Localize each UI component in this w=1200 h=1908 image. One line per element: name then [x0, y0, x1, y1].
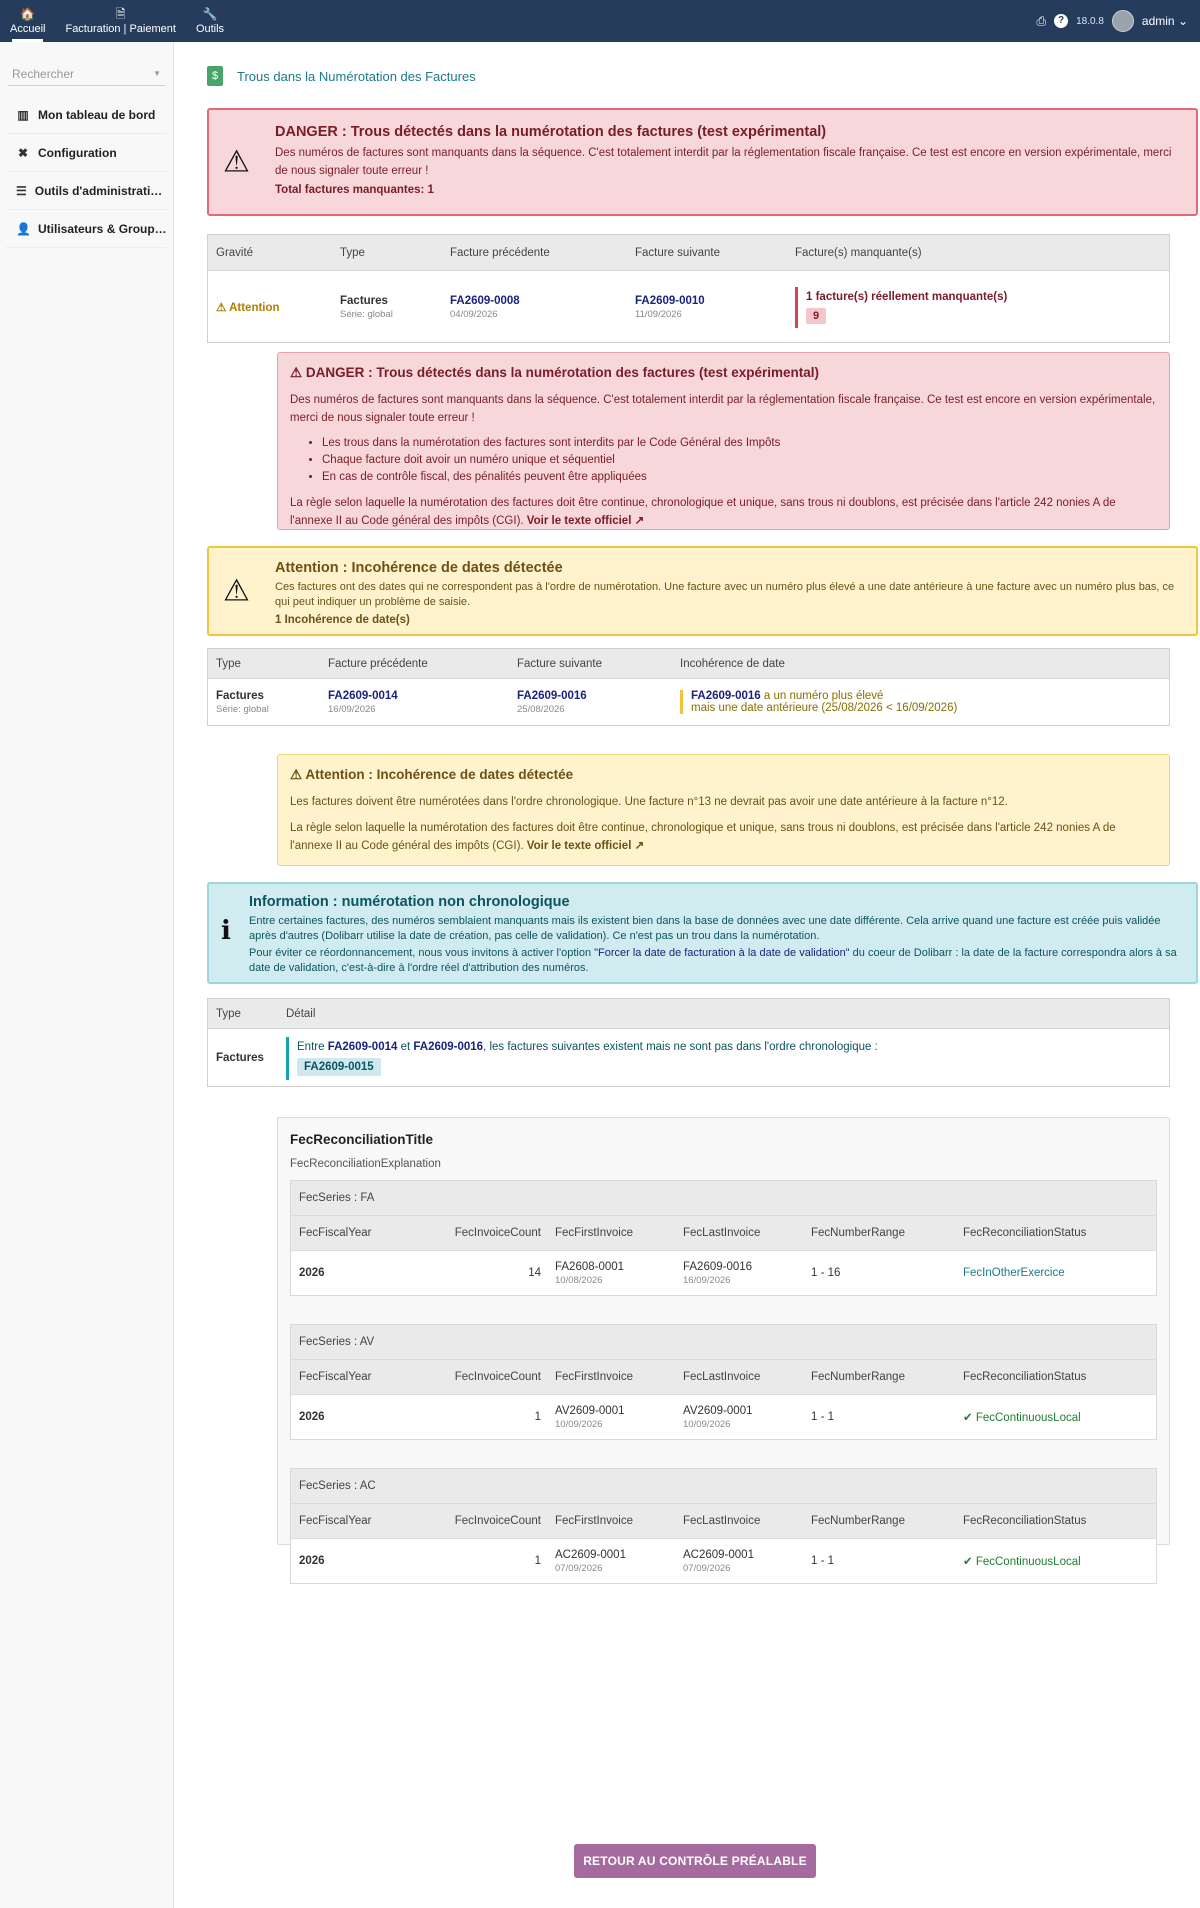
- caret-down-icon: ▼: [153, 69, 161, 78]
- number-range: 1 - 1: [811, 1555, 835, 1567]
- missing-number-badge: 9: [806, 308, 826, 324]
- fec-series-label: FecSeries : FA: [291, 1181, 1156, 1215]
- inconsistency-line1: [691, 690, 957, 702]
- last-invoice-ref: FA2609-0016: [683, 1260, 753, 1273]
- col-detail: Détail: [286, 1007, 316, 1020]
- invoice-doc-icon: $: [207, 66, 223, 86]
- nav-home-label: Accueil: [10, 23, 46, 35]
- nav-tools[interactable]: [186, 0, 234, 42]
- prev-invoice-link[interactable]: FA2609-0008: [450, 294, 520, 307]
- inconsistency-cell: [672, 690, 965, 714]
- and-text: et: [397, 1040, 414, 1053]
- last-invoice-date: 16/09/2026: [683, 1274, 731, 1286]
- reconciliation-status: ✔ FecContinuousLocal: [963, 1412, 1081, 1424]
- official-text-link[interactable]: Voir le texte officiel ↗: [526, 515, 645, 527]
- reconciliation-status: ✔ FecContinuousLocal: [963, 1556, 1081, 1568]
- last-invoice-date: 10/09/2026: [683, 1418, 731, 1430]
- prev-date: 04/09/2026: [450, 308, 498, 320]
- danger-detail-text: Des numéros de factures sont manquants dans la séquence. C'est totalement interdit par la réglementation fiscale française. Ce test est encore en version expérimentale, merci de nous signaler toute erreur !: [290, 394, 1156, 424]
- type-cell: [208, 690, 320, 715]
- col-status: FecReconciliationStatus: [963, 1515, 1087, 1527]
- col-type: Type: [216, 657, 241, 670]
- col-type: Type: [340, 246, 365, 259]
- col-prev: Facture précédente: [450, 246, 550, 259]
- fiscal-year: 2026: [299, 1267, 325, 1279]
- table-row: [208, 1029, 1169, 1087]
- col-invoice-count: FecInvoiceCount: [454, 1227, 541, 1239]
- danger-detail-title: ⚠ DANGER : Trous détectés dans la numérotation des factures (test expérimental): [290, 365, 819, 380]
- bullet-item: • Chaque facture doit avoir un numéro unique et séquentiel: [322, 452, 1157, 469]
- nav-billing-label: Facturation | Paiement: [65, 23, 176, 35]
- chart-icon: ▥: [17, 107, 29, 122]
- page-title: Trous dans la Numérotation des Factures: [237, 68, 476, 84]
- col-fiscal-year: FecFiscalYear: [299, 1227, 372, 1239]
- tools-icon: ✖: [17, 145, 29, 160]
- type-series: Série: global: [340, 308, 393, 320]
- sidebar-item-dashboard[interactable]: [6, 96, 167, 134]
- rest-text: , les factures suivantes existent mais ne sont pas dans l'ordre chronologique :: [483, 1040, 878, 1053]
- top-nav: [0, 0, 234, 42]
- first-invoice: [547, 1405, 675, 1430]
- danger-rule-text: La règle selon laquelle la numérotation des factures doit être continue, chronologique et unique, sans trous ni doublons, est précisée dans l'article 242 nonies A de l'annexe II au Code général des impôts (CGI).: [290, 497, 1116, 527]
- between-text: Entre: [297, 1040, 328, 1053]
- prev-date: 16/09/2026: [328, 703, 376, 715]
- fec-series-block: [290, 1180, 1157, 1296]
- number-range: 1 - 16: [811, 1267, 841, 1279]
- sidebar: [0, 42, 174, 1908]
- invoice-count: 14: [528, 1267, 541, 1279]
- last-invoice: [675, 1549, 803, 1574]
- warning-title: Attention : Incohérence de dates détectée: [275, 560, 563, 576]
- invoice-count: 1: [534, 1411, 541, 1423]
- table-row: [291, 1539, 1156, 1583]
- warning-triangle-icon: ⚠: [223, 574, 250, 608]
- col-first-invoice: FecFirstInvoice: [555, 1371, 633, 1383]
- table-header: [208, 999, 1169, 1029]
- prev-cell: [320, 690, 509, 715]
- col-invoice-count: FecInvoiceCount: [454, 1515, 541, 1527]
- top-navbar: [0, 0, 1200, 42]
- col-inconsistency: Incohérence de date: [680, 657, 785, 670]
- warning-detail-title: ⚠ Attention : Incohérence de dates détectée: [290, 767, 574, 782]
- next-cell: [509, 690, 672, 715]
- fec-table-header: [291, 1215, 1156, 1251]
- date-inconsistency-count: 1 Incohérence de date(s): [275, 614, 410, 626]
- first-invoice-ref: FA2608-0001: [555, 1260, 625, 1273]
- version-label: 18.0.8: [1076, 15, 1104, 27]
- nonchrono-table: [207, 998, 1170, 1087]
- next-invoice-link[interactable]: FA2609-0016: [517, 689, 587, 702]
- user-menu[interactable]: [1142, 14, 1188, 28]
- sidebar-item-label: Mon tableau de bord: [38, 107, 156, 122]
- table-row: [291, 1251, 1156, 1295]
- last-invoice: [675, 1261, 803, 1286]
- warning-triangle-icon: ⚠: [223, 145, 250, 179]
- official-text-link[interactable]: Voir le texte officiel ↗: [526, 840, 645, 852]
- nav-tools-label: Outils: [195, 23, 225, 35]
- info-alert: [207, 882, 1198, 984]
- danger-rule: [290, 494, 1157, 530]
- invoice-count: 1: [534, 1555, 541, 1567]
- first-invoice-ref: AC2609-0001: [555, 1548, 626, 1561]
- next-invoice-link[interactable]: FA2609-0010: [635, 294, 705, 307]
- nav-home[interactable]: [0, 0, 55, 42]
- bullet-item: • Les trous dans la numérotation des factures sont interdits par le Code Général des Impôts: [322, 435, 1157, 452]
- col-invoice-count: FecInvoiceCount: [454, 1371, 541, 1383]
- table-row: [208, 271, 1169, 343]
- sidebar-item-label: Configuration: [38, 145, 117, 160]
- warning-text: Ces factures ont des dates qui ne correspondent pas à l'ordre de numérotation. Une facture avec un numéro plus élevé a une date antérieure à une facture avec un numéro plus bas, ce qui peut indiquer un problème de saisie.: [275, 581, 1175, 608]
- col-last-invoice: FecLastInvoice: [683, 1515, 761, 1527]
- warning-alert-detail: [277, 754, 1170, 866]
- fec-series-label: FecSeries : AC: [291, 1469, 1156, 1503]
- type-name: Factures: [340, 294, 388, 307]
- sidebar-item-label: Outils d'administrati…: [34, 183, 163, 198]
- first-invoice: [547, 1549, 675, 1574]
- user-name: admin: [1141, 14, 1175, 28]
- info-text2-b: du coeur de Dolibarr : la date de la facture correspondra alors à sa date de validation, c'est-à-dire à l'ordre réel d'attribution des numéros.: [249, 947, 1177, 974]
- search-placeholder: Rechercher: [12, 66, 75, 81]
- fec-table-header: [291, 1503, 1156, 1539]
- from-invoice-link[interactable]: FA2609-0014: [327, 1040, 398, 1053]
- type-series: Série: global: [216, 703, 269, 715]
- next-date: 11/09/2026: [635, 308, 682, 320]
- top-right-tools: [1036, 0, 1188, 42]
- to-invoice-link[interactable]: FA2609-0016: [413, 1040, 484, 1053]
- number-range: 1 - 1: [811, 1411, 835, 1423]
- fiscal-year: 2026: [299, 1411, 325, 1423]
- last-invoice: [675, 1405, 803, 1430]
- info-text2-a: Pour éviter ce réordonnancement, nous vous invitons à activer l'option: [249, 947, 595, 959]
- table-row: [291, 1395, 1156, 1439]
- col-missing: Facture(s) manquante(s): [795, 246, 922, 259]
- type-name: Factures: [216, 1052, 264, 1064]
- missing-cell: [787, 287, 1015, 328]
- sidebar-item-label: Utilisateurs & Group…: [38, 221, 167, 236]
- first-invoice-date: 07/09/2026: [555, 1562, 603, 1574]
- type-name: Factures: [216, 689, 264, 702]
- nonchrono-detail: [286, 1037, 878, 1080]
- info-icon: i: [221, 916, 231, 946]
- danger-text: Des numéros de factures sont manquants dans la séquence. C'est totalement interdit par la réglementation fiscale française. Ce test est encore en version expérimentale, merci de nous signaler toute erreur !: [275, 147, 1172, 177]
- user-icon: 👤: [16, 221, 31, 236]
- col-fiscal-year: FecFiscalYear: [299, 1515, 372, 1527]
- col-status: FecReconciliationStatus: [963, 1371, 1087, 1383]
- fec-reconciliation-panel: [277, 1117, 1170, 1574]
- sidebar-item-users[interactable]: [6, 210, 167, 248]
- search-input[interactable]: [8, 62, 165, 86]
- fec-title: FecReconciliationTitle: [290, 1132, 434, 1147]
- table-row: [208, 679, 1169, 725]
- next-cell: [627, 295, 787, 320]
- col-severity: Gravité: [216, 246, 254, 259]
- first-invoice-ref: AV2609-0001: [555, 1404, 625, 1417]
- col-next: Facture suivante: [517, 657, 603, 670]
- fec-series-block: [290, 1324, 1157, 1440]
- last-invoice-ref: AC2609-0001: [683, 1548, 754, 1561]
- missing-total: Total factures manquantes: 1: [275, 184, 434, 196]
- col-next: Facture suivante: [635, 246, 721, 259]
- sidebar-item-configuration[interactable]: [6, 134, 167, 172]
- reconciliation-status: FecInOtherExercice: [963, 1267, 1065, 1279]
- bullet-item: • En cas de contrôle fiscal, des pénalités peuvent être appliquées: [322, 469, 1157, 486]
- warning-detail-text: Les factures doivent être numérotées dans l'ordre chronologique. Une facture n°13 ne devrait pas avoir une date antérieure à la facture n°12.: [290, 796, 1008, 808]
- detail-cell: [278, 1037, 886, 1080]
- missing-text: 1 facture(s) réellement manquante(s): [806, 290, 1008, 303]
- invoice-tag[interactable]: FA2609-0015: [297, 1058, 381, 1076]
- col-first-invoice: FecFirstInvoice: [555, 1515, 633, 1527]
- warning-rule: [290, 819, 1157, 855]
- danger-alert-summary: [207, 108, 1198, 216]
- first-invoice: [547, 1261, 675, 1286]
- danger-alert-detail: [277, 352, 1170, 530]
- col-first-invoice: FecFirstInvoice: [555, 1227, 633, 1239]
- page-header: [207, 66, 476, 86]
- first-invoice-date: 10/09/2026: [555, 1418, 603, 1430]
- col-fiscal-year: FecFiscalYear: [299, 1371, 372, 1383]
- wrench-icon: 🔧: [202, 7, 218, 21]
- severity-badge: ⚠ Attention: [216, 302, 280, 314]
- col-prev: Facture précédente: [328, 657, 428, 670]
- danger-title: DANGER : Trous détectés dans la numérotation des factures (test expérimental): [275, 124, 827, 140]
- nav-billing[interactable]: [55, 0, 185, 42]
- type-cell: [332, 295, 442, 320]
- info-title: Information : numérotation non chronologique: [249, 894, 570, 910]
- col-number-range: FecNumberRange: [811, 1227, 905, 1239]
- help-icon[interactable]: ?: [1054, 14, 1068, 28]
- print-icon[interactable]: ⎙: [1036, 13, 1047, 28]
- table-header: [208, 235, 1169, 271]
- fiscal-year: 2026: [299, 1555, 325, 1567]
- table-header: [208, 649, 1169, 679]
- dates-table: [207, 648, 1170, 726]
- info-text2: [249, 946, 1180, 976]
- fec-table-header: [291, 1359, 1156, 1395]
- home-icon: 🏠: [20, 7, 36, 21]
- fec-explanation: FecReconciliationExplanation: [290, 1158, 441, 1170]
- col-type: Type: [216, 1007, 241, 1020]
- inconsistency-detail: [680, 690, 957, 714]
- prev-invoice-link[interactable]: FA2609-0014: [328, 689, 398, 702]
- warning-alert-summary: [207, 546, 1198, 636]
- list-icon: ☰: [16, 183, 27, 198]
- last-invoice-ref: AV2609-0001: [683, 1404, 753, 1417]
- chevron-down-icon: ⌄: [1177, 14, 1188, 28]
- sidebar-item-admin-tools[interactable]: [6, 172, 167, 210]
- nonchrono-line: [297, 1041, 878, 1053]
- next-date: 25/08/2026: [517, 703, 565, 715]
- info-option: "Forcer la date de facturation à la date de validation": [594, 947, 850, 959]
- invoice-icon: 🗎: [115, 7, 126, 21]
- info-text1: Entre certaines factures, des numéros semblaient manquants mais ils existent bien dans la base de données avec une date différente. Cela arrive quand une facture est créée puis validée après d'autres (Dolibarr utilise la date de création, pas celle de validation). Ce n'est pas un trou dans la numérotation.: [249, 915, 1161, 942]
- col-status: FecReconciliationStatus: [963, 1227, 1087, 1239]
- warning-rule-text: La règle selon laquelle la numérotation des factures doit être continue, chronologique et unique, sans trous ni doublons, est précisée dans l'article 242 nonies A de l'annexe II au Code général des impôts (CGI).: [290, 822, 1116, 852]
- avatar[interactable]: [1112, 10, 1134, 32]
- col-last-invoice: FecLastInvoice: [683, 1227, 761, 1239]
- col-number-range: FecNumberRange: [811, 1371, 905, 1383]
- danger-bullets: [290, 435, 1157, 486]
- prev-cell: [442, 295, 627, 320]
- gaps-table: [207, 234, 1170, 343]
- last-invoice-date: 07/09/2026: [683, 1562, 731, 1574]
- first-invoice-date: 10/08/2026: [555, 1274, 603, 1286]
- fec-series-label: FecSeries : AV: [291, 1325, 1156, 1359]
- inconsistent-invoice-link[interactable]: FA2609-0016: [691, 690, 761, 702]
- inconsistency-text1: a un numéro plus élevé: [760, 690, 884, 702]
- col-number-range: FecNumberRange: [811, 1515, 905, 1527]
- fec-series-block: [290, 1468, 1157, 1584]
- back-to-precheck-button[interactable]: RETOUR AU CONTRÔLE PRÉALABLE: [574, 1844, 816, 1878]
- inconsistency-text2: mais une date antérieure (25/08/2026 < 16/09/2026): [691, 702, 958, 714]
- missing-detail: [795, 287, 1007, 328]
- col-last-invoice: FecLastInvoice: [683, 1371, 761, 1383]
